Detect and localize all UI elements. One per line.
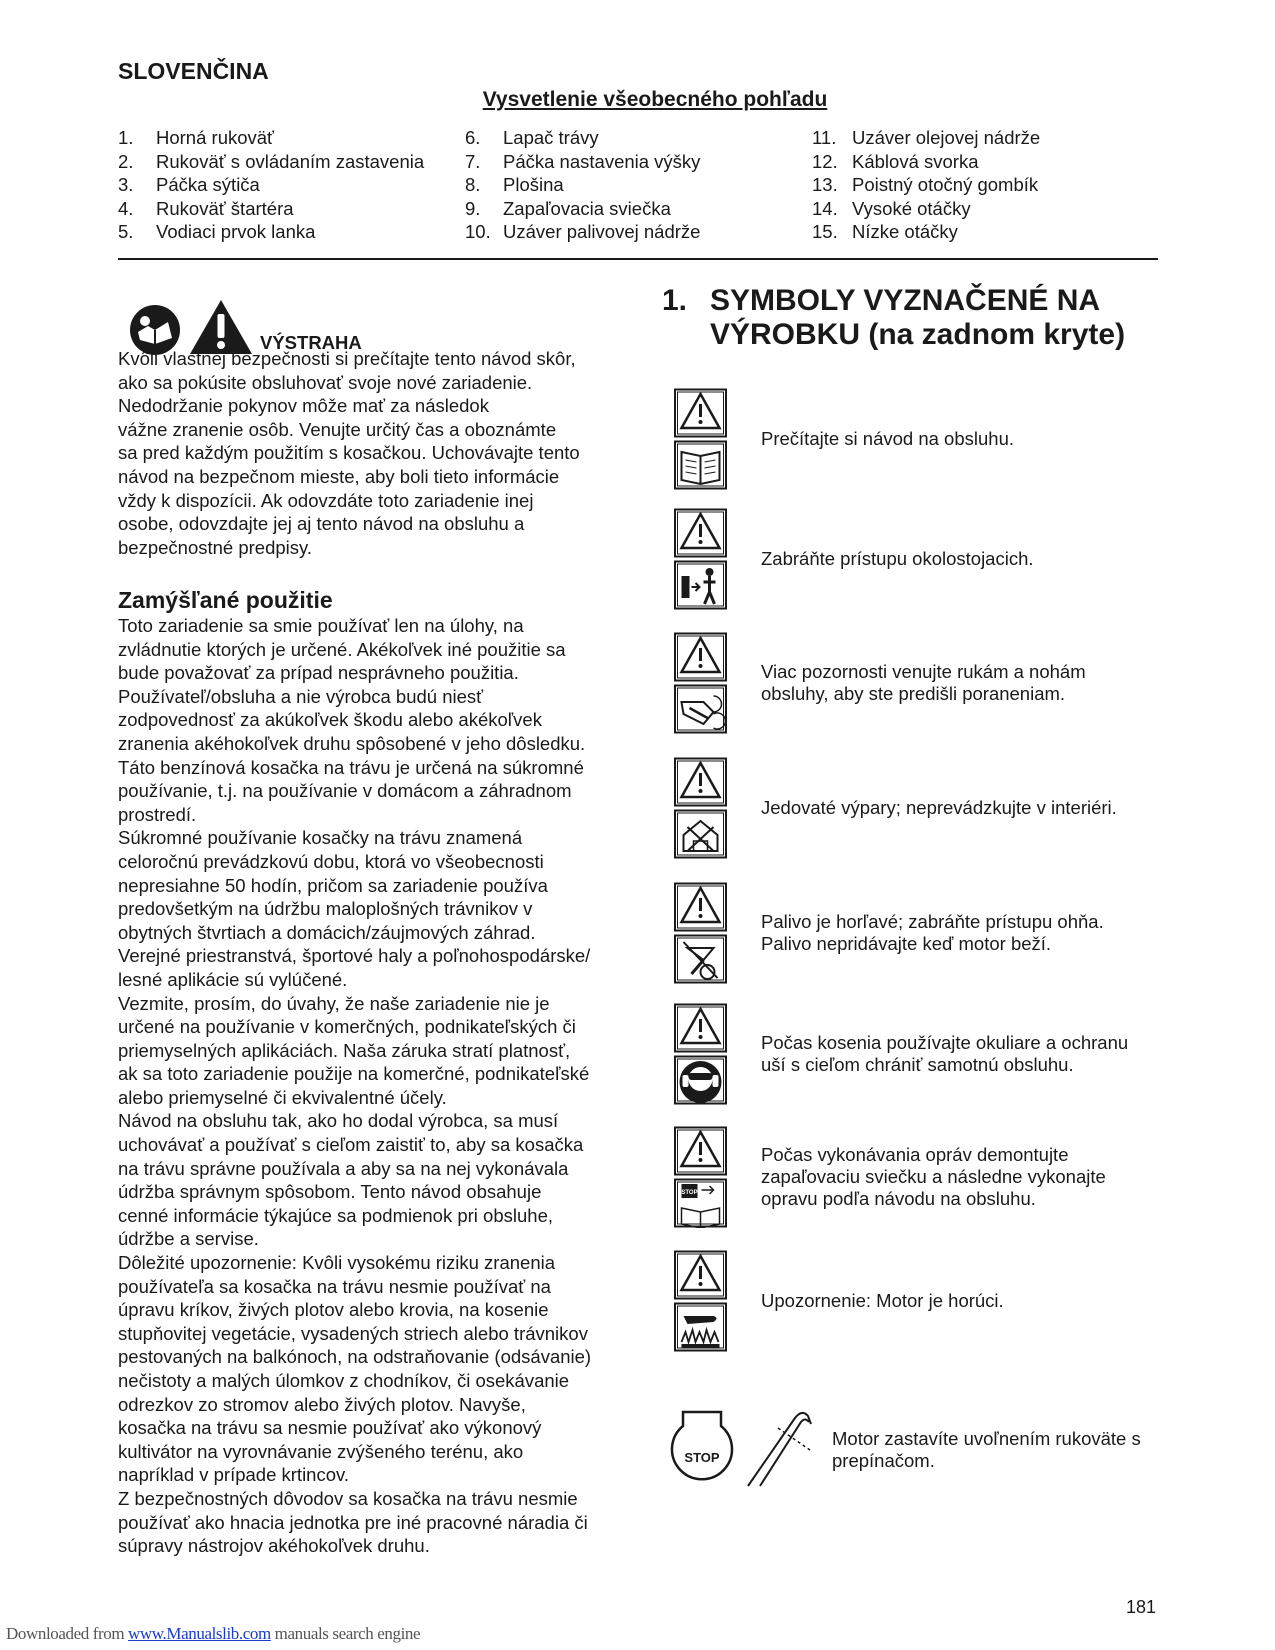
text-line: Dôležité upozornenie: Kvôli vysokému riziku zranenia [118, 1252, 556, 1274]
text-line: ako sa pokúsite obsluhovať svoje nové zariadenie. [118, 371, 533, 393]
legend-number: 9. [465, 197, 481, 219]
legend-item [118, 150, 424, 174]
page-number: 181 [1126, 1597, 1157, 1617]
symbol-description: Jedovaté výpary; neprevádzkujte v interiéri. [761, 797, 1117, 818]
toxic-fumes-icon [673, 757, 728, 859]
text-line: zranenia akéhokoľvek druhu spôsobené v jeho dôsledku. [118, 732, 586, 754]
symbol-description: Prečítajte si návod na obsluhu. [761, 428, 1014, 449]
text-line: stupňovitej vegetácie, vysadených striech alebo trávnikov [118, 1322, 588, 1344]
text-line: používateľa sa kosačka na trávu nesmie používať na [118, 1275, 551, 1297]
legend-label: Rukoväť štartéra [156, 197, 294, 219]
text-line: osobe, odovzdajte jej aj tento návod na obsluhu a [118, 513, 525, 535]
legend-item [118, 220, 424, 244]
legend-label: Vodiaci prvok lanka [156, 221, 316, 242]
text-line: prostredí. [118, 803, 197, 825]
text-line: údržbe a servise. [118, 1228, 259, 1250]
symbol-row [673, 388, 1173, 490]
read-manual-pictogram-icon [673, 440, 728, 490]
legend-item [465, 220, 700, 244]
legend-number: 13. [812, 174, 838, 195]
text-line: na trávu správne používala a aby sa na nej vykonávala [118, 1157, 569, 1179]
parts-legend-column-1 [118, 126, 424, 244]
bystanders-pictogram-icon [673, 560, 728, 610]
text-line: bude považovať za prípad nesprávneho použitia. [118, 662, 519, 684]
legend-item [812, 197, 1040, 221]
symbol-row [673, 1126, 1173, 1228]
text-line: obytných štvrtiach a domácich/záujmových záhrad. [118, 921, 536, 943]
legend-label: Zapaľovacia sviečka [503, 197, 671, 219]
legend-number: 11. [812, 127, 837, 148]
caution-triangle-icon [673, 757, 728, 807]
legend-item [812, 173, 1040, 197]
legend-number: 2. [118, 150, 134, 172]
text-line: používanie, t.j. na používanie v domácom a záhradnom [118, 780, 572, 802]
caution-triangle-icon [673, 1126, 728, 1176]
legend-number: 7. [465, 150, 481, 172]
caution-triangle-icon [673, 1003, 728, 1053]
text-line: ak sa toto zariadenie použije na komerčné, podnikateľské [118, 1063, 590, 1085]
legend-label: Lapač trávy [503, 127, 599, 148]
text-line: zodpovednosť za akúkoľvek škodu alebo akékoľvek [118, 709, 542, 731]
legend-label: Káblová svorka [852, 150, 979, 172]
legend-number: 10. [465, 221, 491, 242]
parts-legend-column-3 [812, 126, 1040, 244]
legend-number: 1. [118, 127, 134, 148]
symbol-description: Počas vykonávania opráv demontujte zapaľovaciu sviečku a následne vykonajte opravu podľa návodu na obsluhu. [761, 1144, 1106, 1209]
legend-number: 3. [118, 174, 134, 195]
legend-item [465, 197, 700, 221]
caution-triangle-icon [673, 1250, 728, 1300]
symbol-row [673, 632, 1173, 734]
legend-label: Páčka sýtiča [156, 174, 260, 195]
eye-ear-protection-icon [673, 1003, 728, 1105]
text-line: lesné aplikácie sú vylúčené. [118, 968, 348, 990]
legend-label: Uzáver palivovej nádrže [503, 221, 701, 242]
legend-item [465, 150, 700, 174]
text-line: odrezkov zo stromov alebo živých plotov. Navyše, [118, 1393, 526, 1415]
legend-item [465, 126, 700, 150]
legend-number: 5. [118, 221, 134, 242]
text-line: Verejné priestranstvá, športové haly a poľnohospodárske/ [118, 945, 591, 967]
legend-label: Nízke otáčky [852, 221, 958, 242]
intended-use-text [118, 614, 638, 1558]
legend-number: 6. [465, 127, 481, 148]
symbol-description: Upozornenie: Motor je horúci. [761, 1290, 1004, 1311]
symbol-description: Viac pozornosti venujte rukám a nohám obsluhy, aby ste predišli poraneniam. [761, 661, 1086, 704]
hands-feet-pictogram-icon [673, 684, 728, 734]
text-line: Návod na obsluhu tak, ako ho dodal výrobca, sa musí [118, 1110, 559, 1132]
text-line: nepresiahne 50 hodín, pričom sa zariadenie používa [118, 874, 548, 896]
stop-handle-icon [670, 1410, 820, 1490]
flammable-fuel-pictogram-icon [673, 934, 728, 984]
symbol-row [673, 757, 1173, 859]
legend-item [118, 126, 424, 150]
bystanders-icon [673, 508, 728, 610]
text-line: napríklad v prípade krtincov. [118, 1464, 350, 1486]
caution-triangle-icon [673, 882, 728, 932]
legend-number: 8. [465, 174, 481, 195]
text-line: Používateľ/obsluha a nie výrobca budú niesť [118, 685, 484, 707]
legend-item [812, 220, 1040, 244]
warning-label: VÝSTRAHA [260, 332, 362, 353]
text-line: údržba správnym spôsobom. Tento návod obsahuje [118, 1181, 542, 1203]
legend-item [465, 173, 700, 197]
legend-item [812, 126, 1040, 150]
intended-use-heading: Zamýšľané použitie [118, 587, 333, 613]
text-line: Toto zariadenie sa smie používať len na úlohy, na [118, 615, 524, 636]
spark-plug-pictogram-icon [673, 1178, 728, 1228]
legend-item [118, 173, 424, 197]
toxic-fumes-pictogram-icon [673, 809, 728, 859]
caution-triangle-icon [673, 388, 728, 438]
text-line: celoročnú prevádzkovú dobu, ktorá vo všeobecnosti [118, 850, 544, 872]
legend-number: 4. [118, 197, 134, 219]
text-line: Vezmite, prosím, do úvahy, že naše zariadenie nie je [118, 992, 550, 1014]
legend-item [812, 150, 1040, 174]
caution-triangle-icon [673, 508, 728, 558]
caution-triangle-icon [673, 632, 728, 682]
symbol-row [673, 1250, 1173, 1352]
text-line: vážne zranenie osôb. Venujte určitý čas a oboznámte [118, 418, 557, 440]
legend-label: Rukoväť s ovládaním zastavenia [156, 150, 425, 172]
section-divider [118, 258, 1158, 260]
overview-title: Vysvetlenie všeobecného pohľadu [482, 88, 828, 111]
text-line: používať ako hnacia jednotka pre iné pracovné náradia či [118, 1511, 588, 1533]
legend-label: Plošina [503, 174, 564, 195]
legend-number: 12. [812, 150, 838, 172]
text-line: úpravu kríkov, živých plotov alebo krovia, na kosenie [118, 1299, 549, 1321]
language-heading: SLOVENČINA [118, 58, 269, 84]
hot-surface-pictogram-icon [673, 1302, 728, 1352]
legend-number: 14. [812, 197, 838, 219]
text-line: bezpečnostné predpisy. [118, 536, 313, 558]
legend-label: Horná rukoväť [156, 127, 274, 148]
text-line: zvládnutie ktorých je určené. Akékoľvek iné použitie sa [118, 638, 566, 660]
legend-number: 15. [812, 221, 838, 242]
legend-label: Vysoké otáčky [852, 197, 971, 219]
text-line: určené na používanie v komerčných, podnikateľských či [118, 1016, 576, 1038]
text-line: Súkromné používanie kosačky na trávu znamená [118, 827, 523, 849]
text-line: cenné informácie týkajúce sa podmienok pri obsluhe, [118, 1204, 553, 1226]
text-line: predovšetkým na údržbu maloplošných trávnikov v [118, 898, 533, 920]
symbol-description: Zabráňte prístupu okolostojacich. [761, 548, 1034, 569]
text-line: uchovávať a používať s cieľom zaistiť to, aby sa kosačka [118, 1134, 584, 1156]
text-line: pestovaných na balkónoch, na odstraňovanie (odsávanie) [118, 1346, 592, 1368]
warning-text [118, 347, 638, 559]
download-footer: Downloaded from www.Manualslib.com manuals search engine [6, 1624, 421, 1643]
text-line: Kvôli vlastnej bezpečnosti si prečítajte tento návod skôr, [118, 348, 576, 369]
text-line: vždy k dispozícii. Ak odovzdáte toto zariadenie inej [118, 489, 534, 511]
symbol-description: Počas kosenia používajte okuliare a ochranu uší s cieľom chrániť samotnú obsluhu. [761, 1032, 1129, 1075]
text-line: Z bezpečnostných dôvodov sa kosačka na trávu nesmie [118, 1487, 578, 1509]
svg-text:STOP: STOP [681, 1190, 698, 1196]
parts-legend-column-2 [465, 126, 700, 244]
text-line: priemyselných aplikáciách. Naša záruka stratí platnosť, [118, 1039, 571, 1061]
legend-label: Poistný otočný gombík [852, 174, 1039, 195]
legend-label: Páčka nastavenia výšky [503, 150, 701, 172]
stop-symbol-row [670, 1410, 1162, 1490]
read-manual-icon [673, 388, 728, 490]
text-line: kosačka na trávu sa nesmie používať ako výkonový [118, 1417, 542, 1439]
hot-surface-icon [673, 1250, 728, 1352]
symbol-row [673, 508, 1173, 610]
flammable-fuel-icon [673, 882, 728, 984]
manualslib-link[interactable]: www.Manualslib.com [128, 1624, 271, 1643]
legend-label: Uzáver olejovej nádrže [852, 127, 1041, 148]
symbol-row [673, 882, 1173, 984]
symbol-row [673, 1003, 1173, 1105]
hands-feet-icon [673, 632, 728, 734]
text-line: kultivátor na vyrovnávanie zvýšeného terénu, ako [118, 1440, 524, 1462]
text-line: súpravy nástrojov akéhokoľvek druhu. [118, 1535, 430, 1557]
text-line: návod na bezpečnom mieste, aby boli tieto informácie [118, 465, 560, 487]
stop-icon-label: STOP [684, 1450, 720, 1465]
eye-ear-protection-pictogram-icon [673, 1055, 728, 1105]
spark-plug-icon [673, 1126, 728, 1228]
text-line: Nedodržanie pokynov môže mať za následok [118, 395, 489, 417]
text-line: sa pred každým použitím s kosačkou. Uchovávajte tento [118, 442, 580, 464]
symbols-section-heading: 1. SYMBOLY VYZNAČENÉ NA VÝROBKU (na zadnom kryte) [662, 284, 1126, 351]
text-line: Táto benzínová kosačka na trávu je určená na súkromné [118, 756, 584, 778]
stop-symbol-text: Motor zastavíte uvoľnením rukoväte s prepínačom. [832, 1428, 1141, 1471]
symbol-description: Palivo je horľavé; zabráňte prístupu ohňa. Palivo nepridávajte keď motor beží. [761, 911, 1104, 954]
legend-item [118, 197, 424, 221]
text-line: alebo priemyselné či ekvivalentné účely. [118, 1086, 447, 1108]
text-line: nečistoty a malých úlomkov z chodníkov, či osekávanie [118, 1370, 570, 1391]
